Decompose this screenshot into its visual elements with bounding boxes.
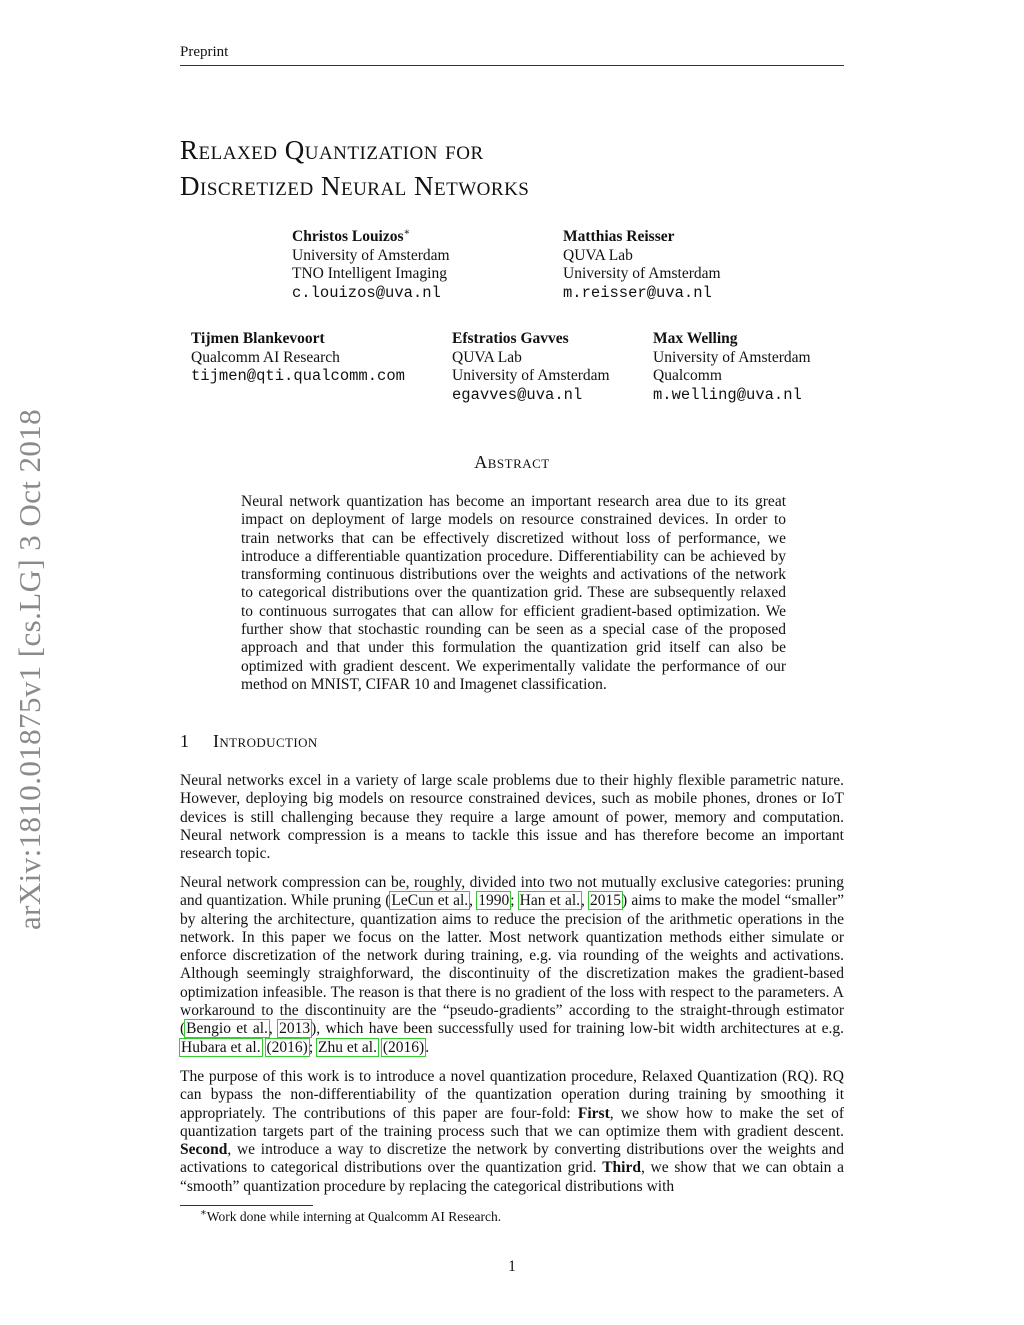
text-run: , <box>469 892 478 910</box>
author-block <box>452 330 610 404</box>
footnote-mark: ∗ <box>200 1207 207 1219</box>
author-email[interactable]: m.reisser@uva.nl <box>563 283 712 302</box>
author-name: Matthias Reisser <box>563 228 675 245</box>
paper-title <box>180 132 844 204</box>
arxiv-stamp[interactable]: arXiv:1810.01875v1 [cs.LG] 3 Oct 2018 <box>12 408 47 930</box>
citation-link[interactable]: Zhu et al. <box>318 1038 377 1056</box>
author-block <box>191 330 405 386</box>
header-rule <box>180 65 844 66</box>
title-line-1: Relaxed Quantization for <box>180 135 484 165</box>
author-name: Max Welling <box>653 330 738 347</box>
text-run: ) aims to make the model “smaller” by altering the architecture, quantization aims to reduce the precision of the arithmetic operations in the network. In this paper we focus on the latter. Most network quantization methods either simulate or enforce discretization of the network during training, e.g. via rounding of the weights and activations. Although seemingly straighforward, the discontinuity of the discretization makes the gradient-based optimization infeasible. The reason is that there is no gradient of the loss with respect to the parameters. A workaround to the discontinuity are the “pseudo-gradients” according to the straight-through estimator ( <box>180 892 845 1038</box>
abstract-text: Neural network quantization has become an important research area due to its great impact on deployment of large models on resource constrained devices. In order to train networks that can be effectively discretized without loss of performance, we introduce a differentiable quantization procedure. Differentiability can be achieved by transforming continuous distributions over the weights and activations of the network to categorical distributions over the quantization grid. These are subsequently relaxed to continuous surrogates that can allow for efficient gradient-based optimization. We further show that stochastic rounding can be seen as a special case of the proposed approach and that under this formulation the quantization grid itself can also be optimized with gradient descent. We experimentally validate the performance of our method on MNIST, CIFAR 10 and Imagenet classification. <box>241 493 786 693</box>
text-run: , we show how to make the set of quantization targets part of the training process such that we can optimize them with gradient descent. <box>180 1104 845 1140</box>
citation-link[interactable]: LeCun et al. <box>391 892 469 910</box>
section-title: Introduction <box>213 731 318 751</box>
section-heading <box>180 731 318 752</box>
text-run: ; <box>308 1038 318 1056</box>
citation-link[interactable]: (2016) <box>382 1038 425 1056</box>
bold-term: Second <box>180 1141 228 1159</box>
section-number: 1 <box>180 731 190 751</box>
title-line-2: Discretized Neural Networks <box>180 171 530 201</box>
citation-link[interactable]: Hubara et al. <box>181 1038 261 1056</box>
text-run: Neural network compression can be, roughly, divided into two not mutually exclusive categories: pruning and quantization. While pruning ( <box>180 874 844 910</box>
text-run: , we introduce a way to discretize the network by converting distributions over the weights and activations to categorical distributions over the quantization grid. <box>180 1141 844 1177</box>
author-block <box>292 228 450 302</box>
text-run: , <box>268 1020 279 1038</box>
text-run: , we show that we can obtain a “smooth” quantization procedure by replacing the categorical distributions with <box>180 1159 844 1195</box>
citation-link[interactable]: 2013 <box>279 1020 311 1038</box>
author-affiliation: Qualcomm AI Research <box>191 348 340 366</box>
citation-link[interactable]: 2015 <box>590 892 622 910</box>
citation-link[interactable]: Han et al. <box>519 892 580 910</box>
author-affiliation: TNO Intelligent Imaging <box>292 265 447 282</box>
running-head: Preprint <box>180 44 229 60</box>
intro-paragraph-2 <box>180 874 844 1057</box>
text-run: . <box>425 1038 430 1056</box>
author-affiliation: University of Amsterdam <box>563 265 721 282</box>
page-number: 1 <box>508 1258 516 1275</box>
author-block <box>653 330 811 404</box>
author-name: Christos Louizos <box>292 228 404 245</box>
author-email[interactable]: egavves@uva.nl <box>452 385 583 404</box>
text-run: ), which have been successfully used for training low-bit width architectures at e.g. <box>311 1020 844 1038</box>
footnote-text: Work done while interning at Qualcomm AI Research. <box>206 1209 502 1224</box>
bold-term: First <box>577 1104 610 1122</box>
author-affiliation: University of Amsterdam <box>653 348 811 366</box>
footnote-mark: ∗ <box>403 226 411 238</box>
author-affiliation: University of Amsterdam <box>292 246 450 264</box>
bold-term: Third <box>602 1159 641 1177</box>
footnote-rule <box>180 1205 313 1206</box>
text-run: ; <box>510 892 519 910</box>
citation-link[interactable]: 1990 <box>478 892 510 910</box>
author-name: Tijmen Blankevoort <box>191 330 325 347</box>
text-run: The purpose of this work is to introduce a novel quantization procedure, Relaxed Quantization (RQ). RQ can bypass the non-differentiability of the quantization operation during training by smoothing it appropriately. The contributions of this paper are four-fold: <box>180 1068 844 1122</box>
intro-paragraph-3 <box>180 1068 844 1196</box>
author-email[interactable]: tijmen@qti.qualcomm.com <box>191 367 405 385</box>
author-affiliation: QUVA Lab <box>452 348 522 366</box>
text-run: , <box>581 892 590 910</box>
abstract-heading: Abstract <box>474 452 550 472</box>
author-email[interactable]: c.louizos@uva.nl <box>292 283 441 302</box>
footnote <box>200 1208 501 1225</box>
author-affiliation: Qualcomm <box>653 367 722 384</box>
citation-link[interactable]: (2016) <box>266 1038 308 1056</box>
author-email[interactable]: m.welling@uva.nl <box>653 385 802 404</box>
author-affiliation: University of Amsterdam <box>452 367 610 384</box>
author-name: Efstratios Gavves <box>452 330 569 347</box>
intro-paragraph-1: Neural networks excel in a variety of large scale problems due to their highly flexible parametric nature. However, deploying big models on resource constrained devices, such as mobile phones, drones or IoT devices is still challenging because they require a large amount of power, memory and computation. Neural network compression is a means to tackle this issue and has therefore become an important research topic. <box>180 772 844 863</box>
author-affiliation: QUVA Lab <box>563 246 633 264</box>
citation-link[interactable]: Bengio et al. <box>186 1020 268 1038</box>
author-block <box>563 228 721 302</box>
